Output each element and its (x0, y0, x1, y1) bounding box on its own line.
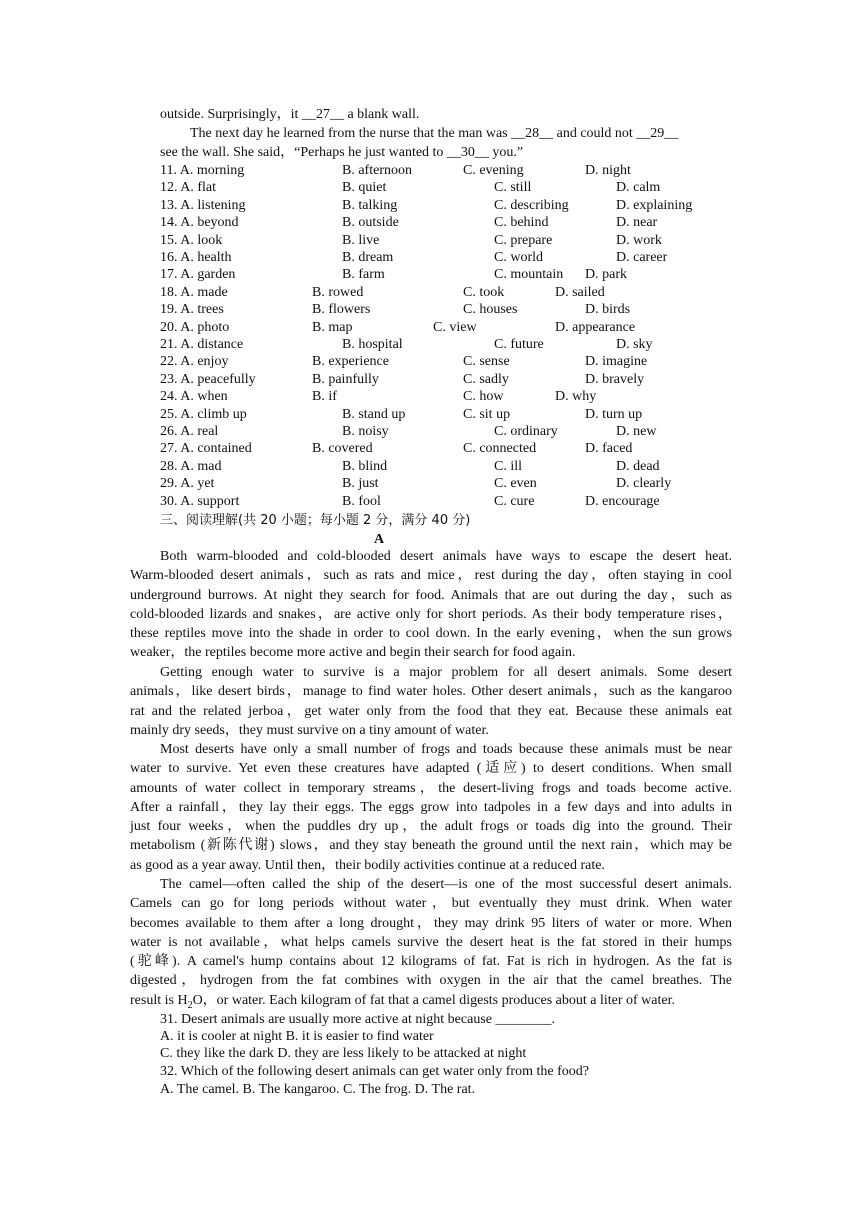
option-c: C. how (463, 389, 504, 405)
option-d: D. bravely (585, 371, 645, 387)
option-a: 27. A. contained (160, 441, 252, 457)
option-b: B. rowed (312, 284, 364, 300)
option-d: D. new (616, 424, 657, 439)
option-d: D. birds (585, 302, 631, 318)
paragraph-line: mainly dry seeds，they must survive on a tiny amount of water. (130, 722, 489, 738)
option-a: 18. A. made (160, 284, 228, 300)
option-d: D. appearance (555, 319, 636, 335)
option-a: 19. A. trees (160, 302, 224, 318)
option-d: D. imagine (585, 354, 648, 370)
option-c: C. world (494, 250, 543, 265)
option-c: C. sit up (463, 406, 511, 422)
paragraph-line: Most deserts have only a small number of frogs and toads because these animals must be near (160, 742, 732, 757)
paragraph-line: weaker，the reptiles become more active and begin their search for food again. (130, 645, 576, 661)
paragraph-line: Camels can go for long periods without water，but eventually they must drink. When water (130, 896, 732, 912)
option-d: D. clearly (616, 476, 672, 492)
question-32-stem: 32. Which of the following desert animals can get water only from the food? (160, 1064, 589, 1079)
option-c: C. behind (494, 215, 549, 231)
option-c: C. took (463, 284, 505, 300)
option-b: B. experience (312, 354, 389, 370)
paragraph-line: water is not available，what helps camels survive the desert heat is the fat stored in their humps (130, 934, 732, 950)
option-b: B. quiet (342, 180, 387, 196)
paragraph-line: becomes available to them after a long drought，they may drink 95 liters of water or more. When (130, 915, 732, 931)
option-d: D. dead (616, 458, 660, 474)
option-d: D. calm (616, 180, 661, 196)
option-c: C. describing (494, 197, 569, 213)
paragraph-line: After a rainfall，they lay their eggs. The eggs grow into tadpoles in a few days and into adults in (130, 799, 732, 815)
option-b: B. just (342, 476, 379, 492)
paragraph-line (130, 991, 732, 1010)
option-b: B. noisy (342, 424, 389, 439)
option-a: 15. A. look (160, 232, 223, 248)
option-a: 22. A. enjoy (160, 354, 229, 370)
option-b: B. afternoon (342, 163, 412, 178)
option-c: C. ordinary (494, 424, 558, 439)
formula-text: O，or water. Each kilogram of fat that a camel digests produces about a liter of water. (192, 992, 676, 1008)
option-a: 30. A. support (160, 493, 240, 509)
option-d: D. work (616, 232, 662, 248)
paragraph-line: Warm-blooded desert animals，such as rats and mice，rest during the day，often staying in cool (130, 568, 732, 584)
option-b: B. fool (342, 493, 381, 509)
option-b: B. painfully (312, 371, 379, 387)
option-c: C. view (433, 319, 477, 335)
option-c: C. even (494, 476, 537, 492)
option-b: B. map (312, 319, 353, 335)
option-a: 28. A. mad (160, 458, 222, 474)
option-b: B. stand up (342, 406, 406, 422)
option-d: D. night (585, 163, 631, 178)
option-a: 11. A. morning (160, 163, 245, 178)
paragraph-line: Getting enough water to survive is a major problem for all desert animals. Some desert (160, 665, 732, 680)
paragraph-line: amounts of water collect in temporary streams，the desert-living frogs and toads become active. (130, 780, 732, 796)
option-b: B. farm (342, 267, 385, 283)
paragraph-line: cold-blooded lizards and snakes，are active only for short periods. As their body temperature rises， (130, 606, 732, 622)
cloze-text-line: see the wall. She said，“Perhaps he just wanted to __30__ you.” (160, 145, 524, 160)
option-a: 17. A. garden (160, 267, 236, 283)
option-d: D. turn up (585, 406, 643, 422)
option-d: D. why (555, 389, 597, 405)
paragraph-line: these reptiles move into the shade in order to cool down. In the early evening，when the sun grows (130, 626, 732, 642)
option-c: C. sadly (463, 371, 509, 387)
formula-subscript: 2 (187, 999, 193, 1011)
formula-text: result is H (130, 992, 188, 1008)
option-c: C. connected (463, 441, 537, 457)
option-a: 26. A. real (160, 424, 219, 439)
paragraph-line: just four weeks，when the puddles dry up，the adult frogs or toads dig into the ground. Their (130, 819, 732, 835)
option-d: D. sky (616, 337, 653, 352)
question-32-options: A. The camel. B. The kangaroo. C. The frog. D. The rat. (160, 1082, 476, 1097)
option-a: 16. A. health (160, 250, 232, 265)
paragraph-line: animals，like desert birds，manage to find water holes. Other desert animals，such as the kangaroo (130, 684, 732, 700)
option-c: C. still (494, 180, 532, 196)
paragraph-1 (130, 547, 732, 663)
option-d: D. near (616, 215, 658, 231)
paragraph-line: rat and the related jerboa，get water only from the food that they eat. Because these animals eat (130, 703, 732, 719)
option-c: C. sense (463, 354, 510, 370)
paragraph-line: metabolism (新陈代谢) slows，and they stay beneath the ground until the next rain，which may be (130, 838, 732, 854)
option-a: 14. A. beyond (160, 215, 239, 231)
option-d: D. faced (585, 441, 633, 457)
paragraph-line: as good as a year away. Until then，their bodily activities continue at a reduced rate. (130, 857, 605, 873)
paragraph-line: water to survive. Yet even these creatures have adapted (适应) to desert conditions. When small (130, 761, 732, 777)
option-b: B. outside (342, 215, 399, 231)
option-a: 25. A. climb up (160, 406, 247, 422)
option-d: D. park (585, 267, 627, 283)
option-a: 13. A. listening (160, 197, 246, 213)
paragraph-line: digested，hydrogen from the fat combines with oxygen in the air that the camel breathes. The (130, 973, 732, 989)
question-31-options-ab: A. it is cooler at night B. it is easier to find water (160, 1029, 434, 1044)
option-b: B. dream (342, 250, 394, 265)
option-c: C. houses (463, 302, 518, 318)
option-d: D. encourage (585, 493, 660, 509)
option-c: C. future (494, 337, 544, 352)
cloze-text-line: The next day he learned from the nurse that the man was __28__ and could not __29__ (190, 126, 679, 141)
option-a: 24. A. when (160, 389, 228, 405)
paragraph-line: underground burrows. At night they search for food. Animals that are out during the day，such as (130, 587, 732, 603)
option-c: C. ill (494, 458, 523, 474)
option-a: 20. A. photo (160, 319, 230, 335)
paragraph-line: (驼峰). A camel's hump contains about 12 kilograms of fat. Fat is rich in hydrogen. As the fat is (130, 954, 732, 970)
option-d: D. explaining (616, 197, 693, 213)
question-31-stem: 31. Desert animals are usually more active at night because ________. (160, 1012, 555, 1027)
question-31-options-cd: C. they like the dark D. they are less likely to be attacked at night (160, 1046, 527, 1061)
option-c: C. cure (494, 493, 535, 509)
passage-label: A (373, 532, 385, 547)
option-c: C. mountain (494, 267, 564, 283)
paragraph-3 (130, 740, 732, 875)
option-d: D. career (616, 250, 668, 265)
option-b: B. talking (342, 197, 398, 213)
option-a: 23. A. peacefully (160, 371, 256, 387)
option-c: C. prepare (494, 232, 553, 248)
option-a: 21. A. distance (160, 337, 244, 352)
paragraph-4 (130, 875, 732, 1010)
option-d: D. sailed (555, 284, 605, 300)
option-b: B. blind (342, 458, 388, 474)
option-a: 29. A. yet (160, 476, 215, 492)
option-a: 12. A. flat (160, 180, 216, 196)
cloze-text-line: outside. Surprisingly，it __27__ a blank wall. (160, 107, 420, 122)
option-c: C. evening (463, 163, 524, 178)
option-b: B. flowers (312, 302, 371, 318)
paragraph-line: Both warm-blooded and cold-blooded desert animals have ways to escape the desert heat. (160, 549, 732, 564)
option-b: B. covered (312, 441, 373, 457)
paragraph-2 (130, 663, 732, 740)
paragraph-line: The camel—often called the ship of the desert—is one of the most successful desert animals. (160, 877, 732, 892)
option-b: B. hospital (342, 337, 403, 352)
option-b: B. if (312, 389, 337, 405)
section-heading: 三、阅读理解(共 20 小题；每小题 2 分，满分 40 分) (160, 513, 471, 528)
option-b: B. live (342, 232, 380, 248)
